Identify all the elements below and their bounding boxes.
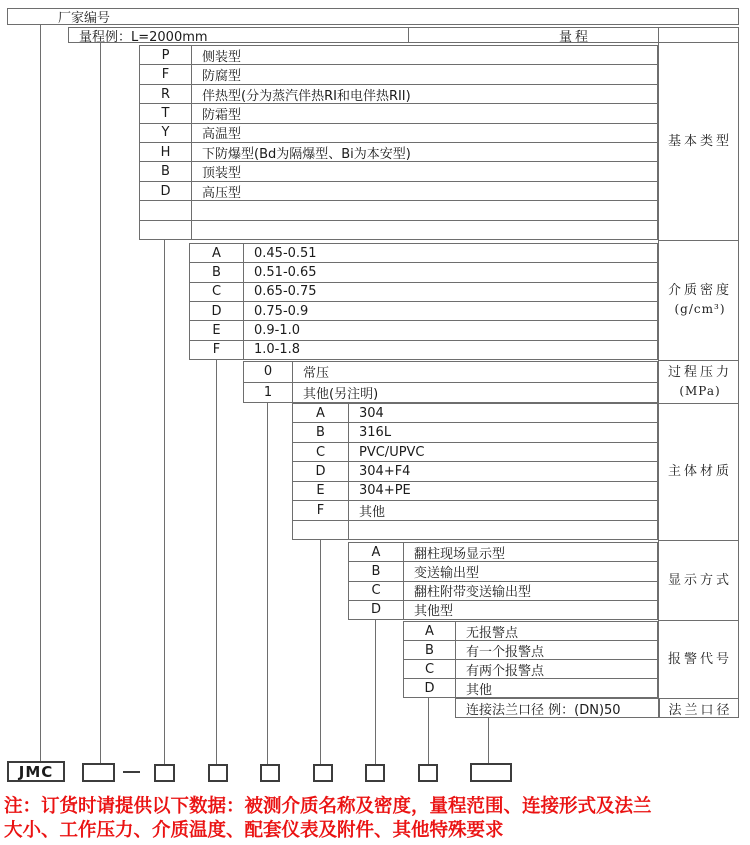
table-row xyxy=(293,521,657,539)
table-row xyxy=(140,201,657,220)
selection-row-flange-size xyxy=(455,698,739,718)
desc-cell: 翻柱附带变送输出型 xyxy=(414,585,532,600)
desc-cell: 1.0-1.8 xyxy=(254,342,301,358)
code-box-pressure xyxy=(260,764,280,782)
table-row xyxy=(140,85,657,104)
desc-cell: 防霜型 xyxy=(202,107,242,123)
code-cell: D xyxy=(293,462,349,480)
table-row xyxy=(404,641,657,660)
connector-line-density xyxy=(216,360,217,765)
code-cell: H xyxy=(140,143,192,161)
code-cell: C xyxy=(349,582,404,600)
category-label-body-material: 主体材质 xyxy=(667,464,732,479)
selection-block-basic-type xyxy=(139,45,658,240)
code-box-alarm xyxy=(418,764,438,782)
code-box-flange xyxy=(470,763,512,782)
desc-cell: 无报警点 xyxy=(466,625,519,640)
table-row xyxy=(244,362,657,383)
selection-block-display-mode xyxy=(348,542,658,620)
table-row xyxy=(140,143,657,162)
desc-cell: 翻柱现场显示型 xyxy=(414,546,506,562)
desc-cell: 其他型 xyxy=(414,604,454,619)
pressure-unit: (MPa) xyxy=(679,383,721,398)
code-cell: B xyxy=(349,562,404,580)
table-row xyxy=(140,221,657,239)
desc-cell: 0.65-0.75 xyxy=(254,284,317,300)
desc-cell: 顶装型 xyxy=(202,166,242,181)
desc-cell xyxy=(349,521,657,539)
desc-cell: 高压型 xyxy=(202,185,242,201)
order-note xyxy=(4,795,748,842)
connector-line-manufacturer xyxy=(40,25,41,763)
table-row xyxy=(140,65,657,84)
label-cell-divider xyxy=(658,540,739,541)
code-cell: T xyxy=(140,104,192,122)
desc-cell xyxy=(192,201,657,219)
desc-cell: 连接法兰口径 例：(DN)50 xyxy=(466,702,621,717)
table-row xyxy=(349,582,657,601)
label-column-divider xyxy=(658,27,659,718)
connector-line-pressure xyxy=(267,403,268,765)
code-cell: B xyxy=(404,641,456,659)
code-cell: B xyxy=(190,263,244,281)
code-cell: Y xyxy=(140,124,192,142)
selection-block-alarm-code xyxy=(403,621,658,698)
table-row xyxy=(140,124,657,143)
code-cell: A xyxy=(293,404,349,422)
code-cell: F xyxy=(140,65,192,83)
table-row xyxy=(244,383,657,403)
category-label-medium-density: 介质密度 (g/cm³) xyxy=(658,240,739,360)
table-row xyxy=(190,321,657,340)
code-cell xyxy=(140,201,192,219)
table-right-edge xyxy=(738,27,739,718)
connector-line-flange xyxy=(488,718,489,764)
table-row xyxy=(140,46,657,65)
code-cell: D xyxy=(404,679,456,697)
selection-block-process-pressure xyxy=(243,361,658,403)
desc-cell: 常压 xyxy=(303,366,330,382)
table-row xyxy=(293,423,657,442)
table-row xyxy=(404,679,657,697)
selection-block-body-material xyxy=(292,403,658,540)
desc-cell: 0.9-1.0 xyxy=(254,322,301,338)
category-label-range: 量程 xyxy=(408,28,738,42)
model-separator-dash xyxy=(123,771,140,773)
code-cell: R xyxy=(140,85,192,103)
code-box-basic-type xyxy=(154,764,175,782)
desc-cell: 316L xyxy=(359,425,392,441)
desc-cell: 0.51-0.65 xyxy=(254,264,317,280)
connector-line-material xyxy=(320,540,321,765)
code-cell: C xyxy=(404,660,456,678)
code-cell: A xyxy=(404,622,456,640)
table-row xyxy=(293,501,657,520)
desc-cell: 下防爆型(Bd为隔爆型、Bi为本安型) xyxy=(202,146,411,162)
table-row xyxy=(190,341,657,359)
table-row xyxy=(349,601,657,619)
table-row xyxy=(140,182,657,201)
code-box-material xyxy=(313,764,333,782)
table-row xyxy=(404,622,657,641)
selection-block-medium-density xyxy=(189,243,658,360)
table-row xyxy=(190,302,657,321)
desc-cell: 有两个报警点 xyxy=(466,663,545,678)
model-prefix-box xyxy=(7,761,65,782)
category-label-flange: 法兰口径 xyxy=(659,699,738,717)
label-cell-divider xyxy=(658,240,739,241)
order-note-line1: 注：订货时请提供以下数据：被测介质名称及密度，量程范围、连接形式及法兰 xyxy=(4,796,652,817)
order-note-line2: 大小、工作压力、介质温度、配套仪表及附件、其他特殊要求 xyxy=(4,819,504,841)
desc-cell: 其他 xyxy=(359,504,386,520)
desc-cell: 其他 xyxy=(466,682,493,697)
desc-cell: 0.45-0.51 xyxy=(254,245,317,261)
connector-line-basic-type xyxy=(164,240,165,765)
table-row xyxy=(293,462,657,481)
code-cell xyxy=(140,221,192,239)
code-box-density xyxy=(208,764,228,782)
label-cell-divider xyxy=(658,620,739,621)
code-cell: 0 xyxy=(244,362,293,382)
code-cell: C xyxy=(190,283,244,301)
table-row xyxy=(140,104,657,123)
desc-cell: 侧装型 xyxy=(202,49,242,65)
range-example-text: 量程例：L=2000mm xyxy=(79,29,208,42)
code-cell: E xyxy=(190,321,244,339)
desc-cell: 有一个报警点 xyxy=(466,644,545,659)
desc-cell: 伴热型(分为蒸汽伴热RI和电伴热RII) xyxy=(202,88,411,104)
desc-cell: 高温型 xyxy=(202,127,242,143)
code-box-display xyxy=(365,764,385,782)
manufacturer-number-box xyxy=(7,8,739,25)
code-cell: D xyxy=(140,182,192,200)
range-row xyxy=(68,27,739,43)
desc-cell xyxy=(192,221,657,239)
connector-line-alarm xyxy=(428,698,429,765)
desc-cell: 304+F4 xyxy=(359,463,411,479)
desc-cell: 其他(另注明) xyxy=(303,386,379,402)
table-row xyxy=(349,543,657,562)
code-cell: F xyxy=(293,501,349,519)
code-cell: 1 xyxy=(244,383,293,403)
label-cell-divider xyxy=(658,360,739,361)
label-cell-divider xyxy=(658,403,739,404)
desc-cell: 0.75-0.9 xyxy=(254,303,309,319)
code-box-range xyxy=(82,763,115,782)
code-cell: E xyxy=(293,482,349,500)
desc-cell: 防腐型 xyxy=(202,69,242,84)
table-row xyxy=(293,404,657,423)
code-cell: D xyxy=(190,302,244,320)
code-cell: B xyxy=(293,423,349,441)
desc-cell: 304+PE xyxy=(359,483,411,499)
connector-line-display xyxy=(375,620,376,765)
code-cell: A xyxy=(190,244,244,262)
table-row xyxy=(190,283,657,302)
table-row xyxy=(293,443,657,462)
table-row xyxy=(404,660,657,679)
table-row xyxy=(190,244,657,263)
table-row xyxy=(190,263,657,282)
desc-cell: 304 xyxy=(359,405,384,421)
desc-cell: PVC/UPVC xyxy=(359,444,425,460)
code-cell: D xyxy=(349,601,404,619)
table-row xyxy=(349,562,657,581)
code-cell: F xyxy=(190,341,244,359)
code-cell: C xyxy=(293,443,349,461)
category-label-alarm-code: 报警代号 xyxy=(667,651,732,667)
model-prefix: JMC xyxy=(18,762,54,781)
category-label-process-pressure: 过程压力 (MPa) xyxy=(658,360,739,403)
density-unit: (g/cm³) xyxy=(674,302,726,316)
table-row xyxy=(293,482,657,501)
code-cell: A xyxy=(349,543,404,561)
category-label-basic-type: 基本类型 xyxy=(667,134,732,149)
code-cell: B xyxy=(140,162,192,180)
table-row xyxy=(140,162,657,181)
manufacturer-number-label: 厂家编号 xyxy=(58,11,111,26)
code-cell: P xyxy=(140,46,192,64)
code-cell xyxy=(293,521,349,539)
desc-cell: 变送输出型 xyxy=(414,565,480,581)
connector-line-range xyxy=(100,43,101,764)
category-label-display-mode: 显示方式 xyxy=(667,572,732,588)
